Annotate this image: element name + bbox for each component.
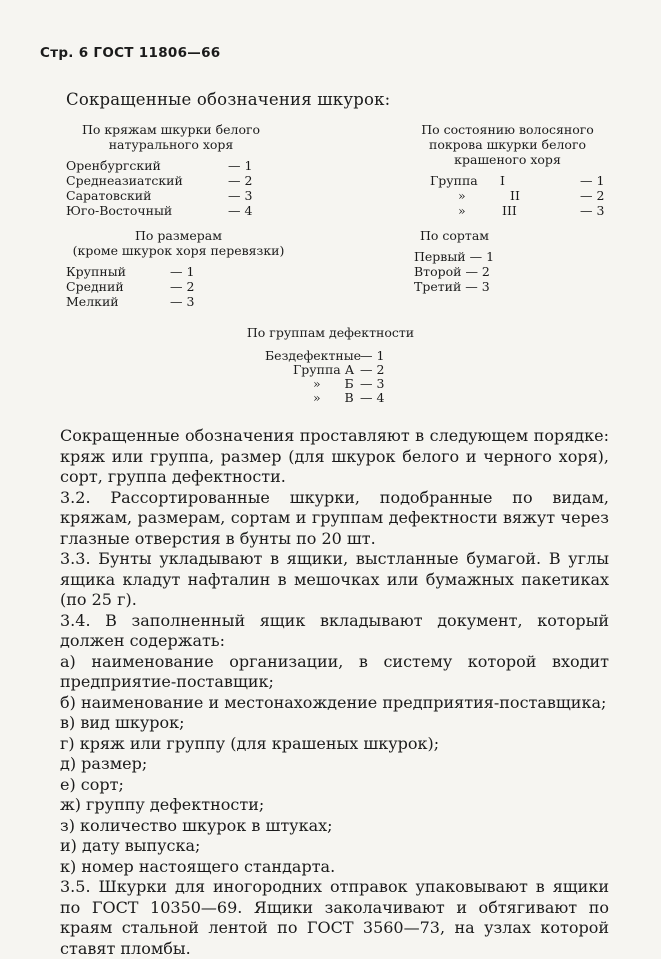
list-item: ж) группу дефектности;	[60, 795, 265, 814]
paragraph-3-5	[60, 877, 609, 959]
paragraph-text: 3.4. В заполненный ящик вкладывают документ, который должен содержать:	[60, 610, 609, 650]
list-item: б) наименование и местонахождение предприятия-поставщика;	[60, 692, 607, 712]
razmer-heading-line1: По размерам	[135, 228, 222, 243]
item-prefix: Группа	[430, 173, 478, 188]
razmer-heading-line2: (кроме шкурок хоря перевязки)	[72, 243, 285, 258]
item-name: Крупный	[66, 264, 126, 279]
kryazh-heading-line1: По кряжам шкурки белого	[81, 122, 261, 137]
paragraph-abbrev-order	[60, 426, 609, 488]
list-item: Второй — 2	[414, 264, 490, 279]
item-name: Мелкий	[66, 294, 119, 309]
body-text	[60, 426, 609, 959]
list-item	[265, 391, 435, 405]
kryazh-block	[66, 122, 276, 218]
paragraph-3-3	[60, 549, 609, 611]
list-item	[400, 188, 615, 203]
item-code: — 2	[228, 173, 253, 188]
paragraph-3-2	[60, 488, 609, 550]
list-item	[66, 203, 276, 218]
list-item	[400, 203, 615, 218]
item-code: — 3	[228, 188, 253, 203]
item-code: — 1	[580, 173, 605, 188]
list-item	[66, 158, 276, 173]
paragraph-text: Сокращенные обозначения проставляют в следующем порядке: кряж или группа, размер (для шкурок белого и черного хоря), сорт, группа дефектности.	[60, 426, 609, 486]
list-item	[66, 188, 276, 203]
paragraph-text: 3.2. Рассортированные шкурки, подобранные по видам, кряжам, размерам, сортам и группам дефектности вяжут через глазные отверстия в бунты по 20 шт.	[60, 487, 609, 548]
item-name: Среднеазиатский	[66, 173, 183, 188]
item-code: — 1	[360, 348, 385, 363]
list-item: з) количество шкурок в штуках;	[60, 815, 333, 835]
sostoyanie-heading-line2: покрова шкурки белого	[428, 137, 587, 152]
razmer-block	[66, 228, 291, 309]
list-item: Первый — 1	[414, 249, 495, 264]
item-code: — 4	[360, 390, 385, 405]
page-header: Стр. 6 ГОСТ 11806—66	[40, 45, 221, 61]
item-name: Юго-Восточный	[66, 203, 173, 218]
list-item: а) наименование организации, в систему которой входит предприятие-поставщик;	[60, 651, 609, 691]
sostoyanie-block	[400, 122, 615, 218]
list-item	[66, 173, 276, 188]
item-code: — 1	[228, 158, 253, 173]
section-title: Сокращенные обозначения шкурок:	[66, 90, 391, 109]
item-prefix: »	[458, 188, 466, 203]
paragraph-3-4	[60, 611, 609, 652]
list-item	[265, 363, 435, 377]
item-name: Саратовский	[66, 188, 152, 203]
kryazh-heading-line2: натурального хоря	[108, 137, 234, 152]
item-code: — 4	[228, 203, 253, 218]
list-item: в) вид шкурок;	[60, 713, 185, 732]
defect-block	[0, 326, 661, 405]
item-prefix: Бездефектные	[265, 348, 362, 363]
item-code: — 2	[170, 279, 195, 294]
item-code: — 3	[170, 294, 195, 309]
item-name: Оренбургский	[66, 158, 161, 173]
list-item	[66, 279, 291, 294]
item-code: — 3	[580, 203, 605, 218]
defect-heading: По группам дефектности	[246, 325, 415, 340]
item-code: — 2	[360, 362, 385, 377]
list-item: д) размер;	[60, 754, 148, 773]
list-item: и) дату выпуска;	[60, 836, 201, 855]
sort-heading: По сортам	[420, 228, 490, 243]
item-prefix: » В	[313, 390, 354, 405]
list-item: к) номер настоящего стандарта.	[60, 856, 336, 876]
paragraph-text: 3.3. Бунты укладывают в ящики, выстланные бумагой. В углы ящика кладут нафталин в мешочках или бумажных пакетиках (по 25 г).	[60, 549, 609, 609]
item-roman: III	[502, 203, 517, 218]
list-item	[66, 264, 291, 279]
sostoyanie-heading-line3: крашеного хоря	[454, 152, 561, 167]
sort-block	[414, 228, 534, 294]
list-item: е) сорт;	[60, 774, 124, 794]
item-prefix: »	[458, 203, 466, 218]
list-item	[265, 377, 435, 391]
item-prefix: » Б	[313, 376, 354, 391]
list-item: Третий — 3	[414, 279, 490, 294]
list-item	[400, 173, 615, 188]
list-item	[265, 349, 435, 363]
item-prefix: Группа А	[293, 362, 355, 377]
sostoyanie-heading-line1: По состоянию волосяного	[421, 122, 594, 137]
item-code: — 1	[170, 264, 195, 279]
item-code: — 3	[360, 376, 385, 391]
item-code: — 2	[580, 188, 605, 203]
item-roman: II	[510, 188, 520, 203]
paragraph-text: 3.5. Шкурки для иногородних отправок упаковывают в ящики по ГОСТ 10350—69. Ящики заколачивают и обтягивают по краям стальной лентой по ГОСТ 3560—73, на узлах которой ставят пломбы.	[60, 877, 609, 958]
defect-list	[265, 349, 435, 405]
item-roman: I	[500, 173, 505, 188]
list-item: г) кряж или группу (для крашеных шкурок);	[60, 733, 440, 753]
item-name: Средний	[66, 279, 124, 294]
list-item	[66, 294, 291, 309]
